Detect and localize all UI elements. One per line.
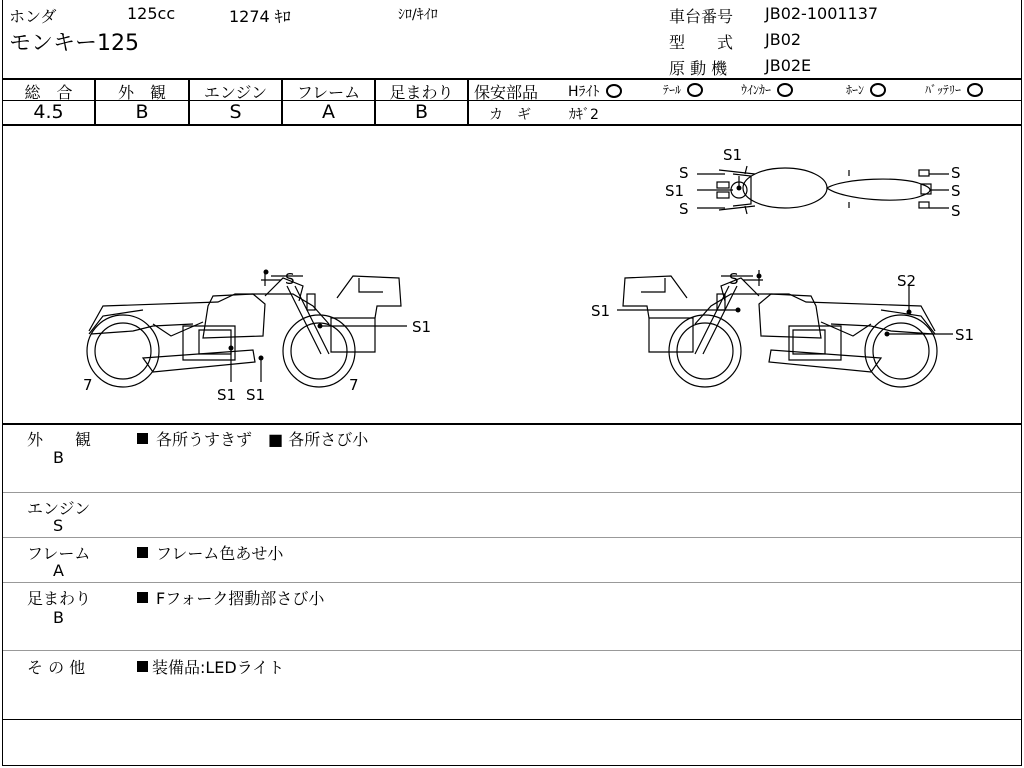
divider — [467, 78, 469, 124]
bullet-icon — [137, 547, 148, 558]
divider — [3, 582, 1021, 583]
divider — [3, 423, 1021, 425]
model-name: モンキー125 — [9, 31, 139, 56]
remark-frame-label: フレーム — [27, 544, 91, 563]
frame-no-label: 車台番号 — [669, 7, 734, 26]
remark-suspension-grade: B — [53, 608, 64, 627]
divider — [3, 650, 1021, 651]
grade-total-label: 総 合 — [24, 83, 73, 102]
bullet-icon — [137, 433, 148, 444]
engine-label: 原 動 機 — [669, 59, 728, 78]
ok-circle-icon — [967, 83, 983, 97]
mark-top-s1-left: S1 — [665, 182, 685, 200]
grade-exterior: B — [135, 101, 149, 123]
type-value: JB02 — [765, 30, 802, 49]
mark-left-s1-engine: S1 — [217, 386, 237, 404]
remark-exterior-label: 外 観 — [27, 430, 92, 449]
color: ｼﾛ/ｷｲﾛ — [398, 7, 438, 23]
mark-left-s1-exhaust: S1 — [246, 386, 266, 404]
divider — [468, 100, 1021, 101]
mark-right-s1-fork: S1 — [591, 302, 611, 320]
left-side-bike — [87, 270, 401, 387]
grade-exterior-label: 外 観 — [117, 83, 166, 102]
top-view-bike — [717, 166, 931, 214]
grade-engine-label: エンジン — [203, 83, 268, 102]
ok-circle-icon — [777, 83, 793, 97]
ok-circle-icon — [606, 84, 622, 98]
mark-left-7-front: 7 — [83, 376, 93, 394]
mark-right-s2: S2 — [897, 272, 917, 290]
safety-label: 保安部品 — [474, 83, 539, 102]
ok-circle-icon — [687, 83, 703, 97]
bullet-icon — [137, 661, 148, 672]
right-side-bike — [623, 270, 937, 387]
grade-suspension: B — [414, 101, 429, 123]
mark-left-s: S — [285, 270, 295, 288]
remark-suspension-text: Fフォーク摺動部さび小 — [137, 586, 324, 609]
grade-suspension-label: 足まわり — [389, 83, 454, 102]
mark-top-s-lower-left: S — [679, 200, 689, 218]
divider — [3, 719, 1021, 720]
remark-suspension-label: 足まわり — [27, 589, 92, 608]
mark-top-s-upper-left: S — [679, 164, 689, 182]
safety-battery: ﾊﾞｯﾃﾘｰ — [925, 81, 983, 98]
mileage: 1274 ｷﾛ — [229, 7, 291, 26]
grade-frame: A — [322, 101, 335, 123]
maker-name: ホンダ — [9, 7, 57, 26]
bullet-icon — [137, 592, 148, 603]
grade-engine: S — [229, 101, 242, 123]
inspection-sheet — [2, 0, 1022, 766]
mark-right-s: S — [729, 270, 739, 288]
safety-winker: ｳｲﾝｶｰ — [741, 81, 793, 98]
remark-exterior-grade: B — [53, 448, 64, 467]
mark-left-s1-fork: S1 — [412, 318, 432, 336]
remark-engine-label: エンジン — [27, 499, 91, 518]
safety-tail: ﾃｰﾙ — [663, 81, 703, 98]
remark-other-label: そ の 他 — [27, 658, 86, 677]
grade-total: 4.5 — [33, 101, 64, 123]
remark-other-text: 装備品:LEDライト — [137, 655, 284, 678]
damage-diagram — [3, 126, 1021, 422]
grade-frame-label: フレーム — [296, 83, 361, 102]
mark-top-s-upper-right: S — [951, 164, 961, 182]
remark-frame-grade: A — [53, 561, 64, 580]
mark-top-s1-head: S1 — [723, 146, 743, 164]
remark-frame-text: フレーム色あせ小 — [137, 541, 283, 564]
displacement: 125cc — [127, 4, 176, 23]
frame-no: JB02-1001137 — [765, 4, 879, 23]
type-label: 型 式 — [669, 33, 734, 52]
engine-value: JB02E — [765, 56, 812, 75]
remark-exterior-text: 各所うすきず ■ 各所さび小 — [137, 427, 368, 450]
key-value: ｶｷﾞ2 — [569, 107, 599, 123]
mark-right-s1-rear: S1 — [955, 326, 975, 344]
mark-left-7-rear: 7 — [349, 376, 359, 394]
remark-engine-grade: S — [53, 516, 64, 535]
divider — [3, 492, 1021, 493]
divider — [3, 537, 1021, 538]
ok-circle-icon — [870, 83, 886, 97]
safety-headlight: Hﾗｲﾄ — [568, 81, 622, 101]
mark-top-s-right: S — [951, 182, 961, 200]
key-label: カ ギ — [489, 107, 531, 123]
mark-top-s-lower-right: S — [951, 202, 961, 220]
safety-horn: ﾎｰﾝ — [846, 81, 886, 98]
